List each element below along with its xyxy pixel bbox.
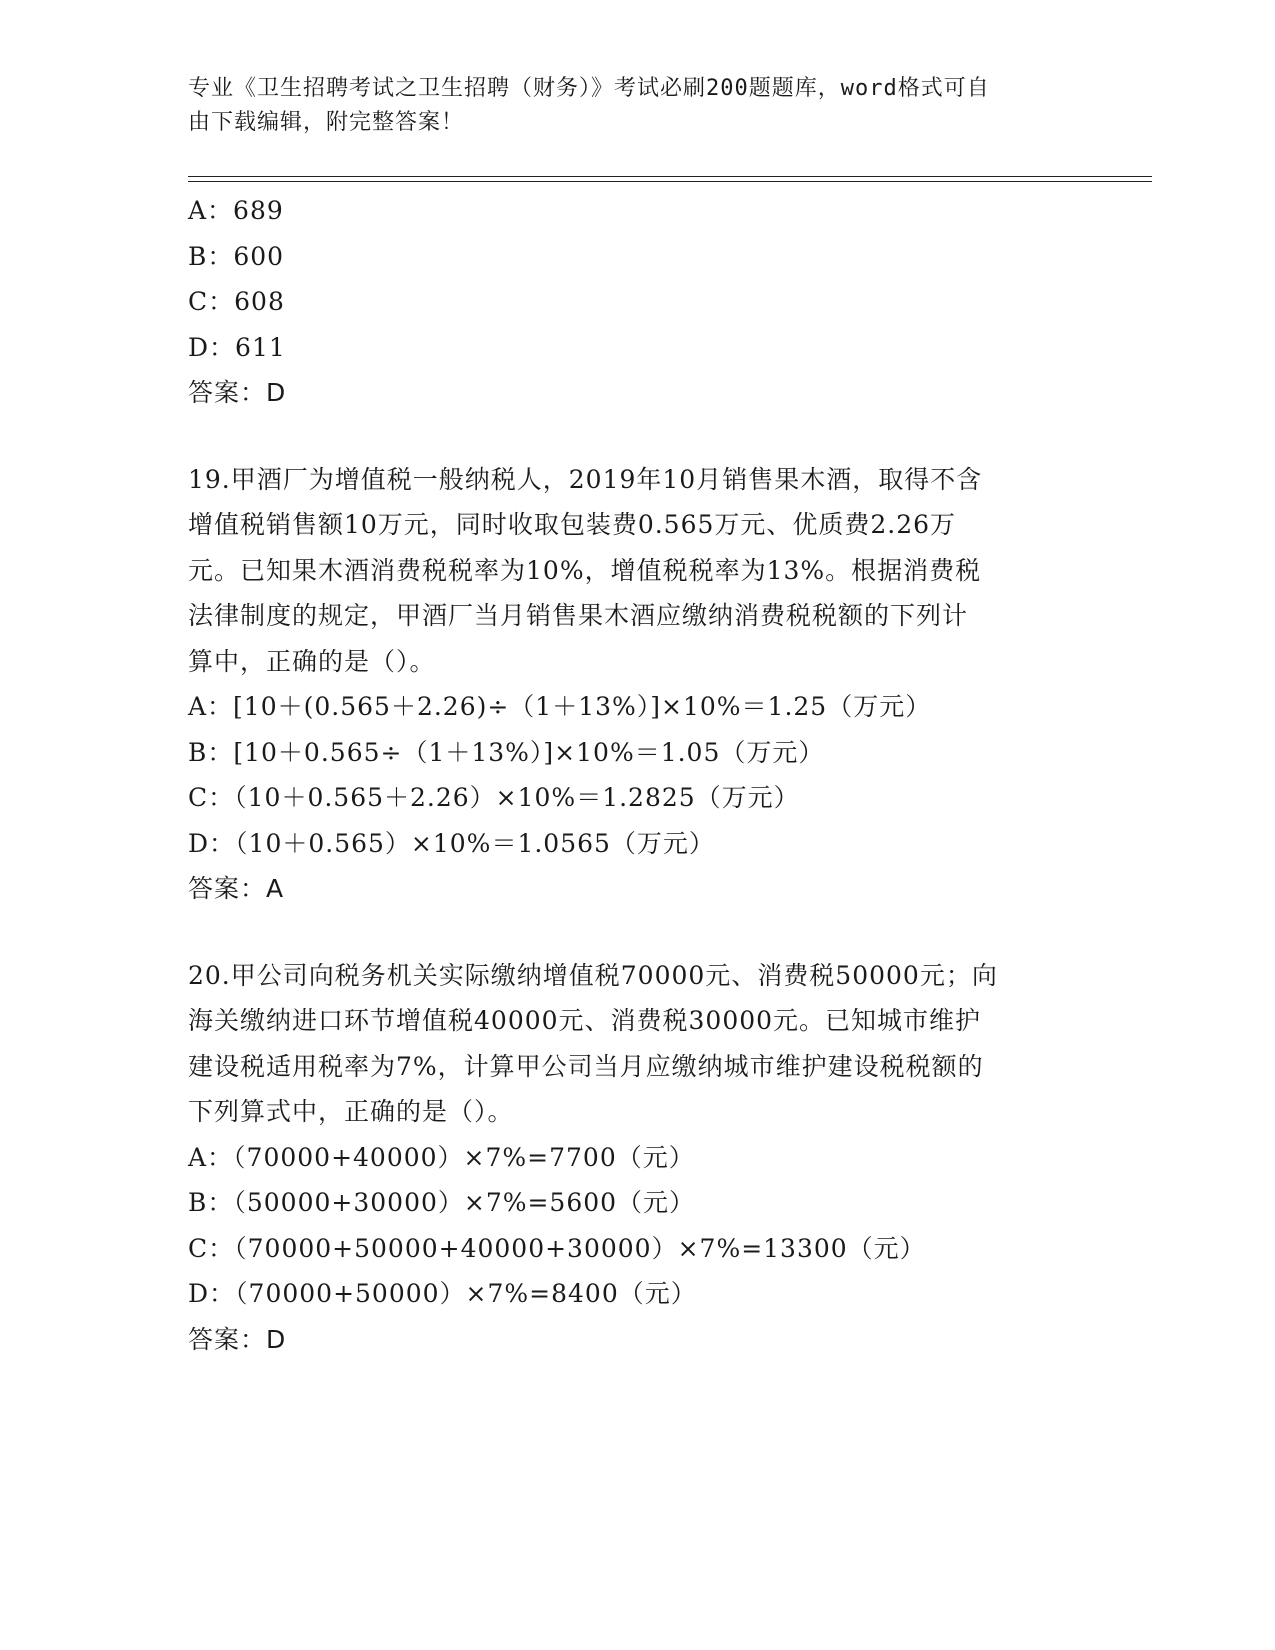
- answer-line: 答案：D: [188, 1324, 287, 1354]
- question-stem-line: 建设税适用税率为7%，计算甲公司当月应缴纳城市维护建设税税额的: [188, 1051, 984, 1081]
- header-line-2: 由下载编辑，附完整答案！: [188, 110, 465, 135]
- option-b: B：[10＋0.565÷（1＋13%）]×10%＝1.05（万元）: [188, 737, 825, 767]
- header-divider-bottom: [188, 181, 1152, 182]
- question-stem-line: 法律制度的规定，甲酒厂当月销售果木酒应缴纳消费税税额的下列计: [188, 601, 969, 630]
- option-d: D：（10＋0.565）×10%＝1.0565（万元）: [188, 828, 715, 858]
- option-d: D：611: [188, 332, 286, 362]
- option-d: D：（70000+50000）×7%=8400（元）: [188, 1279, 697, 1308]
- answer-line: 答案：A: [188, 874, 285, 903]
- option-a: A：[10＋(0.565＋2.26)÷（1＋13%）]×10%＝1.25（万元）: [188, 692, 932, 721]
- question-19: [188, 457, 1088, 912]
- option-b: B：600: [188, 241, 285, 271]
- answer-line: 答案：D: [188, 378, 287, 407]
- question-18-options: [188, 188, 1088, 416]
- option-a: A：（70000+40000）×7%=7700（元）: [188, 1142, 695, 1172]
- option-c: C：（10＋0.565＋2.26）×10%＝1.2825（万元）: [188, 783, 800, 812]
- question-20: [188, 953, 1088, 1363]
- question-stem-line: 下列算式中，正确的是（）。: [188, 1097, 514, 1126]
- document-body: [188, 188, 1088, 1362]
- question-stem-line: 海关缴纳进口环节增值税40000元、消费税30000元。已知城市维护: [188, 1006, 982, 1035]
- document-header: [188, 72, 1068, 140]
- question-stem-line: 增值税销售额10万元，同时收取包装费0.565万元、优质费2.26万: [188, 510, 957, 539]
- question-stem-line: 算中，正确的是（）。: [188, 646, 436, 676]
- question-stem-line: 20.甲公司向税务机关实际缴纳增值税70000元、消费税50000元；向: [188, 960, 998, 990]
- header-divider-top: [188, 176, 1152, 177]
- option-a: A：689: [188, 196, 284, 225]
- header-line-1: 专业《卫生招聘考试之卫生招聘（财务）》考试必刷200题题库，word格式可自: [188, 76, 990, 101]
- option-c: C：608: [188, 287, 285, 316]
- option-b: B：（50000+30000）×7%=5600（元）: [188, 1188, 696, 1217]
- question-stem-line: 元。已知果木酒消费税税率为10%，增值税税率为13%。根据消费税: [188, 555, 982, 585]
- question-stem-line: 19.甲酒厂为增值税一般纳税人，2019年10月销售果木酒，取得不含: [188, 464, 983, 494]
- option-c: C：（70000+50000+40000+30000）×7%=13300（元）: [188, 1233, 926, 1263]
